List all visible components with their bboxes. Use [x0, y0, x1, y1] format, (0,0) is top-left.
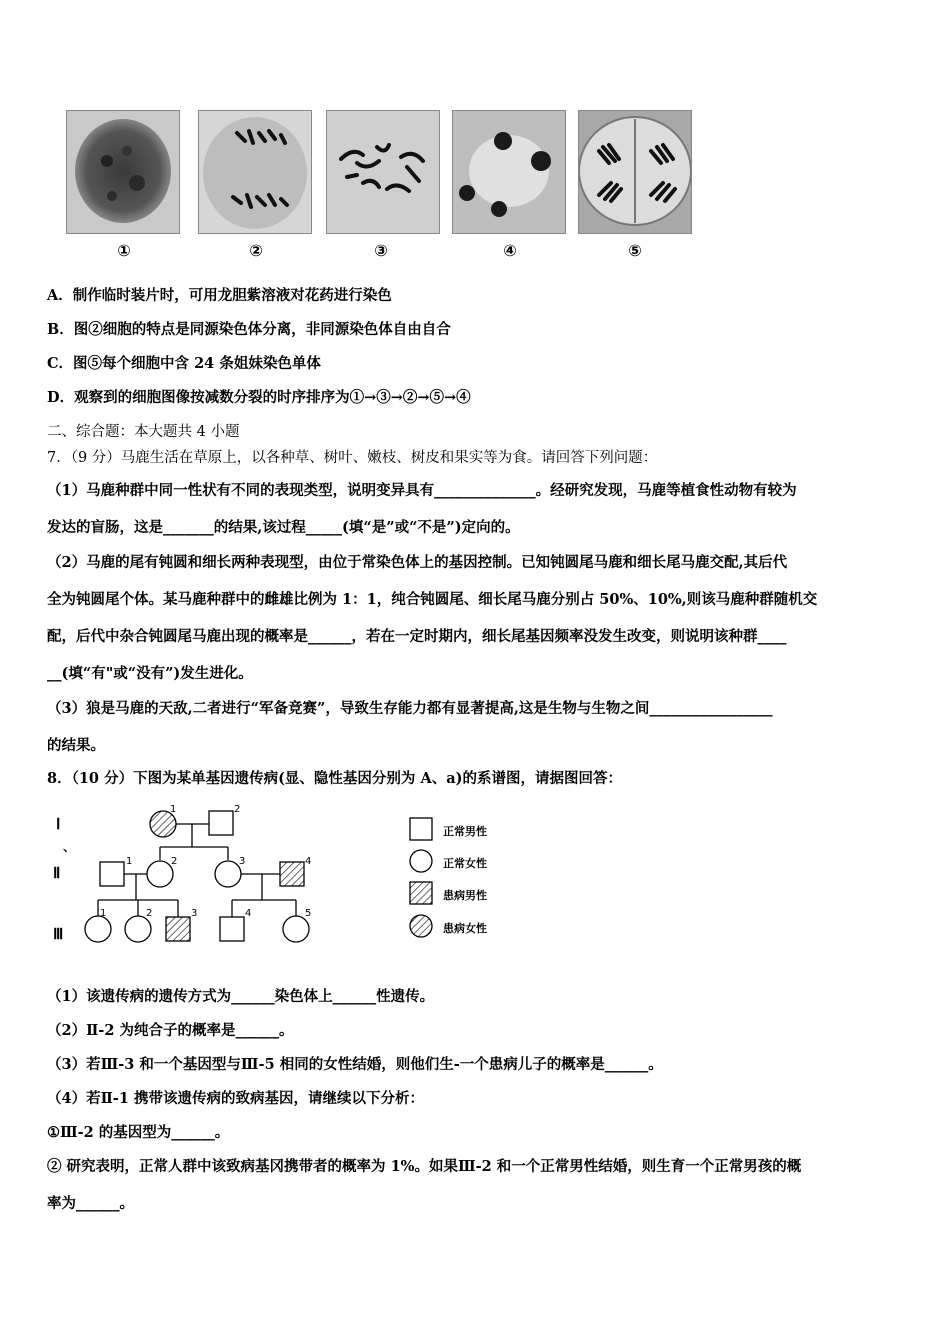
legend-normal-female-symbol: [410, 850, 432, 872]
pedigree-num-II4: 4: [305, 856, 312, 867]
q8-sub5: ①Ⅲ-2 的基因型为______。: [47, 1124, 230, 1141]
q7-p2b: 全为钝圆尾个体。某马鹿种群中的雌雄比例为 1：1，纯合钝圆尾、细长尾马鹿分别占 50%、10%,则该马鹿种群随机交: [47, 591, 818, 608]
pedigree-legend: [405, 815, 445, 945]
pedigree-III1: [85, 916, 111, 942]
legend-affected-female: 患病女性: [443, 922, 487, 935]
pedigree-num-I2: 2: [234, 804, 241, 815]
generation-mark: 、: [63, 840, 76, 854]
pedigree-num-III1: 1: [100, 908, 107, 919]
pedigree-II2: [147, 861, 173, 887]
pedigree-num-III2: 2: [146, 908, 153, 919]
q7-stem: 7．（9 分）马鹿生活在草原上，以各种草、树叶、嫩枝、树皮和果实等为食。请回答下列问题：: [47, 450, 658, 466]
micrograph-4-art: [453, 111, 565, 233]
q7-p3b: 的结果。: [47, 737, 105, 754]
q7-p2c: 配，后代中杂合钝圆尾马鹿出现的概率是______，若在一定时期内，细长尾基因频率没发生改变，则说明该种群____: [47, 628, 787, 645]
pedigree-III5: [283, 916, 309, 942]
legend-normal-male: 正常男性: [443, 825, 487, 838]
option-c: C．图⑤每个细胞中含 24 条姐妹染色单体: [47, 355, 321, 372]
pedigree-II3: [215, 861, 241, 887]
pedigree-num-II3: 3: [239, 856, 246, 867]
micrograph-caption-3: ③: [374, 241, 388, 260]
micrograph-caption-5: ⑤: [628, 241, 642, 260]
q7-p2d: __(填“有"或“没有”)发生进化。: [47, 665, 253, 682]
micrograph-caption-4: ④: [503, 241, 517, 260]
generation-label-III: Ⅲ: [53, 927, 64, 943]
pedigree-chart: [80, 800, 330, 950]
pedigree-num-I1: 1: [170, 804, 177, 815]
q7-p3a: （3）狼是马鹿的天敌,二者进行“军备竞赛”，导致生存能力都有显著提高,这是生物与生物之间_________________: [47, 700, 773, 717]
micrograph-3-art: [327, 111, 439, 233]
micrograph-caption-1: ①: [117, 241, 131, 260]
section-heading: 二、综合题：本大题共 4 小题: [47, 424, 240, 440]
q7-p2a: （2）马鹿的尾有钝圆和细长两种表现型，由位于常染色体上的基因控制。已知钝圆尾马鹿和细长尾马鹿交配,其后代: [47, 554, 788, 571]
micrograph-1-art: [67, 111, 179, 233]
option-b: B．图②细胞的特点是同源染色体分离，非同源染色体自由自合: [47, 321, 451, 338]
micrograph-5: [578, 110, 692, 234]
q8-sub1: （1）该遗传病的遗传方式为______染色体上______性遗传。: [47, 988, 435, 1005]
pedigree-III2: [125, 916, 151, 942]
micrograph-3: [326, 110, 440, 234]
pedigree-num-II2: 2: [171, 856, 178, 867]
pedigree-I2: [209, 811, 233, 835]
pedigree-III3: [166, 917, 190, 941]
micrograph-5-art: [579, 111, 691, 233]
q7-p1a: （1）马鹿种群中同一性状有不同的表现类型，说明变异具有______________。经研究发现，马鹿等植食性动物有较为: [47, 482, 797, 499]
legend-affected-male: 患病男性: [443, 889, 487, 902]
micrograph-4: [452, 110, 566, 234]
pedigree-num-III4: 4: [245, 908, 252, 919]
q8-sub6b: 率为______。: [47, 1195, 134, 1212]
generation-label-II: Ⅱ: [53, 866, 61, 882]
legend-normal-male-symbol: [410, 818, 432, 840]
q8-sub6a: ② 研究表明，正常人群中该致病基冈携带者的概率为 1%。如果Ⅲ-2 和一个正常男性结婚，则生育一个正常男孩的概: [47, 1158, 802, 1175]
q8-sub3: （3）若Ⅲ-3 和一个基因型与Ⅲ-5 相同的女性结婚，则他们生-一个患病儿子的概率是______。: [47, 1056, 663, 1073]
micrograph-2-art: [199, 111, 311, 233]
pedigree-num-II1: 1: [126, 856, 133, 867]
legend-normal-female: 正常女性: [443, 857, 487, 870]
option-a: A．制作临时装片时，可用龙胆紫溶液对花药进行染色: [47, 287, 392, 304]
legend-affected-male-symbol: [410, 882, 432, 904]
pedigree-num-III3: 3: [191, 908, 198, 919]
generation-label-I: Ⅰ: [56, 817, 61, 833]
pedigree-II1: [100, 862, 124, 886]
pedigree-II4: [280, 862, 304, 886]
q8-stem: 8．（10 分）下图为某单基因遗传病(显、隐性基因分别为 A、a)的系谱图，请据图回答：: [47, 770, 622, 787]
q7-p1b: 发达的盲肠，这是_______的结果,该过程_____(填“是”或“不是”)定向的。: [47, 519, 520, 536]
option-d: D．观察到的细胞图像按减数分裂的时序排序为①→③→②→⑤→④: [47, 389, 471, 406]
micrograph-caption-2: ②: [249, 241, 263, 260]
q8-sub4: （4）若Ⅱ-1 携带该遗传病的致病基因，请继续以下分析：: [47, 1090, 424, 1107]
micrograph-1: [66, 110, 180, 234]
pedigree-III4: [220, 917, 244, 941]
micrograph-2: [198, 110, 312, 234]
legend-affected-female-symbol: [410, 915, 432, 937]
pedigree-num-III5: 5: [305, 908, 312, 919]
q8-sub2: （2）Ⅱ-2 为纯合子的概率是______。: [47, 1022, 294, 1039]
